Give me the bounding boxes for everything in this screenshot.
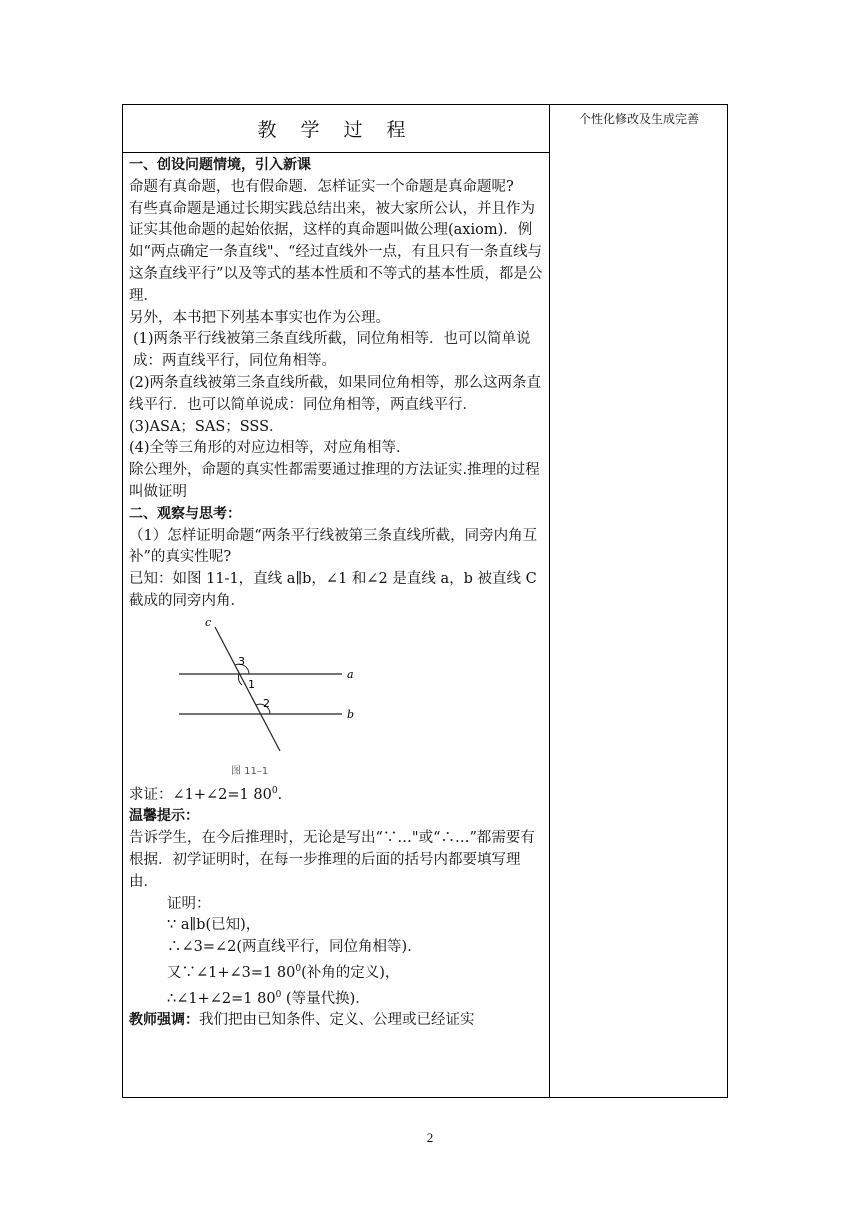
paragraph: 另外，本书把下列基本事实也作为公理。 (129, 309, 390, 326)
teacher-emphasis-text: 我们把由已知条件、定义、公理或已经证实 (199, 1012, 475, 1029)
section-2-heading: 二、观察与思考： (129, 505, 241, 522)
side-column-title: 个性化修改及生成完善 (578, 112, 699, 126)
label-a: a (347, 667, 354, 681)
section-1-heading: 一、创设问题情境，引入新课 (129, 157, 311, 173)
proof-text: 又∵∠1+∠3=1 80 (167, 964, 296, 981)
axiom-item: (2)两条直线被第三条直线所截，如果同位角相等，那么这两条直线平行．也可以简单说成：同位角相等，两直线平行． (129, 374, 542, 413)
tip-text: 告诉学生，在今后推理时，无论是写出“∵…"或“∴…”都需要有根据．初学证明时，在每一步推理的后面的括号内都要填写理由． (129, 830, 535, 890)
figure-caption: 图 11–1 (231, 765, 269, 777)
lesson-table (122, 104, 728, 1098)
axiom-item: (3)ASA；SAS；SSS． (129, 418, 284, 435)
label-angle-1: 1 (248, 677, 255, 691)
header-row-divider (123, 152, 549, 153)
paragraph: 命题有真命题，也有假命题．怎样证实一个命题是真命题呢? (129, 178, 514, 195)
label-b: b (347, 707, 355, 721)
proof-title: 证明： (167, 895, 211, 912)
teacher-emphasis-label: 教师强调： (129, 1012, 199, 1029)
label-angle-2: 2 (263, 696, 270, 710)
proof-reason: (等量代换)． (281, 990, 370, 1007)
axiom-item: (1)两条平行线被第三条直线所截，同位角相等．也可以简单说成：两直线平行，同位角相等。 (133, 331, 531, 370)
given-statement: 已知：如图 11-1，直线 a∥b，∠1 和∠2 是直线 a，b 被直线 C 截成的同旁内角． (129, 571, 537, 609)
proof-line (129, 959, 543, 985)
question: （1）怎样证明命题“两条平行线被第三条直线所截，同旁内角互补”的真实性呢? (129, 527, 538, 566)
paragraph: 有些真命题是通过长期实践总结出来，被大家所公认，并且作为证实其他命题的起始依据，这样的真命题叫做公理(axiom)．例如“两点确定一条直线"、“经过直线外一点，有且只有一条直线与这条直线平行”以及等式的基本性质和不等式的基本性质，都是公理． (129, 200, 543, 304)
proof-line (129, 985, 543, 1011)
proof-text: ∴∠1+∠2=1 80 (167, 990, 276, 1007)
axiom-item: (4)全等三角形的对应边相等，对应角相等． (129, 440, 411, 457)
lesson-content (129, 155, 543, 1032)
teacher-emphasis (129, 1010, 543, 1032)
to-prove-statement (129, 781, 543, 807)
label-c: c (205, 616, 212, 629)
table-header-title: 教 学 过 程 (257, 119, 415, 141)
column-divider (549, 105, 550, 1097)
paragraph: 除公理外，命题的真实性都需要通过推理的方法证实.推理的过程叫做证明 (129, 462, 540, 500)
label-angle-3: 3 (238, 654, 245, 668)
degree-sup: 0 (275, 989, 282, 1000)
degree-sup: 0 (295, 963, 302, 974)
proof-reason: (补角的定义)， (301, 964, 400, 981)
proof-line: ∴∠3=∠2(两直线平行，同位角相等)． (167, 939, 422, 956)
degree-sup: 0 (271, 785, 278, 796)
proof-line: ∵ a∥b(已知)， (167, 917, 261, 934)
to-prove-end: ． (277, 786, 293, 803)
to-prove-text: 求证：∠1+∠2=1 80 (129, 786, 272, 803)
figure-11-1 (129, 617, 543, 781)
tip-heading: 温馨提示： (129, 808, 199, 825)
page-number: 2 (426, 1130, 434, 1145)
parallel-lines-diagram (159, 617, 379, 781)
